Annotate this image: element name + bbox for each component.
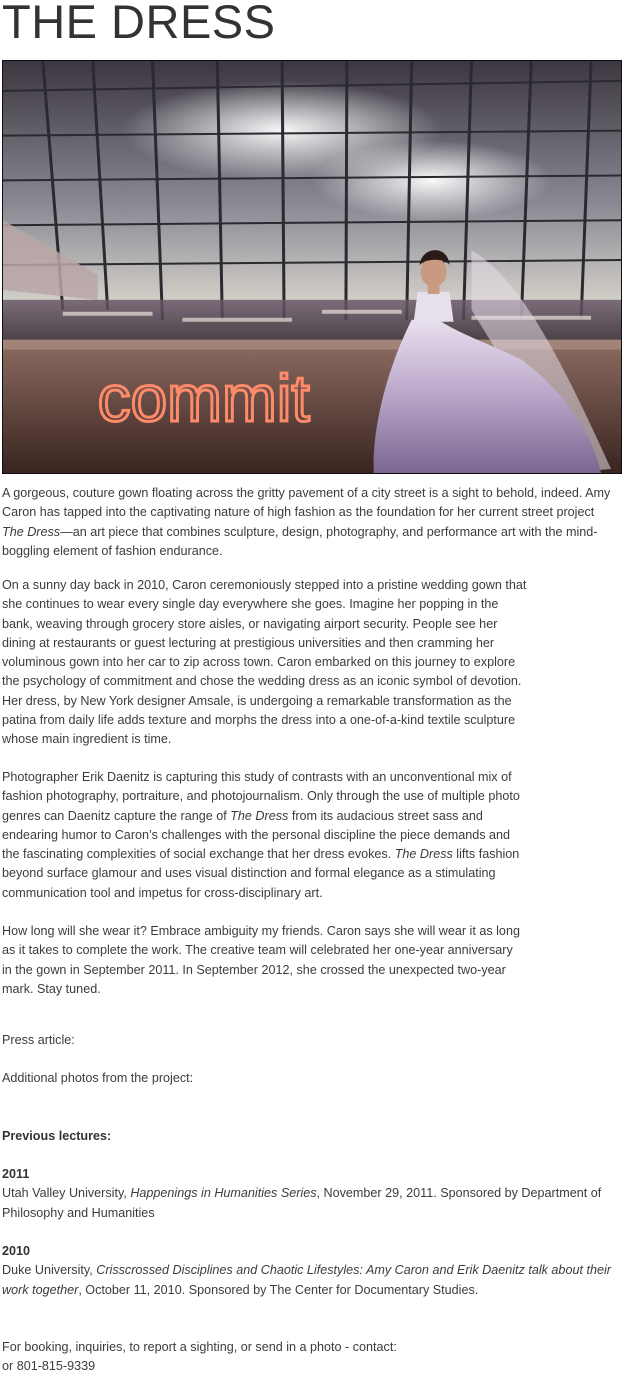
paragraph-commitment [2,576,618,750]
lecture-year: 2010 [2,1244,31,1258]
intro-text-1: A gorgeous, couture gown floating across the gritty pavement of a city street is a sight to behold, indeed. Amy Caron has tapped into the captivating nature of high fashion as the foundation for her current street project [2,486,611,520]
paragraph-line: endearing humor to Caron’s challenges with the personal discipline the piece demands and [2,827,511,842]
lecture-details: , October 11, 2010. Sponsored by The Center for Documentary Studies. [78,1282,479,1297]
bride-photo [2,60,622,474]
intro-text-2: —an art piece that combines sculpture, design, photography, and performance art with the mind-boggling element of fashion endurance. [2,524,598,558]
paragraph-line [2,845,618,864]
line-text: from its audacious street sass and [288,808,483,823]
photo-illustration [3,61,621,473]
paragraph-photographer [2,768,618,903]
lecture-details: , November 29, 2011. Sponsored by Department of Philosophy and Humanities [2,1186,602,1220]
paragraph-line: whose main ingredient is time. [2,732,172,747]
paragraph-duration [2,922,618,999]
lecture-title: Crisscrossed Disciplines and Chaotic Lifestyles: Amy Caron and Erik Daenitz talk about their work together [2,1263,611,1297]
paragraph-line: voluminous gown into her car to zip across town. Caron embarked on this journey to explore [2,655,516,670]
paragraph-line: fashion photography, portraiture, and photojournalism. Only through the use of multiple photo [2,789,520,804]
paragraph-line: the psychology of commitment and chose the wedding dress as an iconic symbol of devotion. [2,674,522,689]
paragraph-line: beyond surface glamour and uses visual distinction and formal elegance as a stimulating [2,866,496,881]
contact-line: For booking, inquiries, to report a sighting, or send in a photo - contact: [2,1340,397,1354]
lectures-heading: Previous lectures: [2,1129,112,1143]
intro-paragraph [2,484,618,561]
italic-title: The Dress [394,847,453,862]
lecture-entry [2,1165,618,1223]
line-text: lifts fashion [452,847,520,862]
paragraph-line: dining at restaurants or guest lecturing at prestigious universities and then cramming her [2,635,495,650]
paragraph-line: in the gown in September 2011. In September 2012, she crossed the unexpected two-year [2,962,506,977]
line-text: genres can Daenitz capture the range of [2,808,231,823]
additional-photos-label: Additional photos from the project: [2,1071,194,1085]
paragraph-line: patina from daily life adds texture and morphs the dress into a one-of-a-kind textile sculpture [2,713,516,728]
contact-block [2,1338,618,1377]
paragraph-line: Her dress, by New York designer Amsale, is undergoing a remarkable transformation as the [2,693,512,708]
paragraph-line [2,807,618,826]
page-title: THE DRESS [2,0,276,48]
italic-title: The Dress [230,808,289,823]
paragraph-line: mark. Stay tuned. [2,981,101,996]
commit-light-text: commit [97,361,310,436]
paragraph-line: How long will she wear it? Embrace ambiguity my friends. Caron says she will wear it as long [2,924,520,938]
intro-italic-title: The Dress [2,524,61,539]
lecture-entry [2,1242,618,1300]
line-text: the fascinating complexities of social exchange that her dress evokes. [2,847,395,862]
lecture-title: Happenings in Humanities Series [130,1186,317,1201]
contact-phone[interactable]: or 801-815-9339 [2,1359,96,1374]
paragraph-line: Photographer Erik Daenitz is capturing this study of contrasts with an unconventional mix of [2,770,512,784]
lecture-venue: Duke University, [2,1263,97,1278]
paragraph-line: On a sunny day back in 2010, Caron ceremoniously stepped into a pristine wedding gown that [2,578,527,592]
paragraph-line: as it takes to complete the work. The creative team will celebrated her one-year anniversary [2,943,513,958]
paragraph-line: communication tool and impetus for cross-disciplinary art. [2,885,323,900]
press-article-label: Press article: [2,1033,75,1047]
lecture-venue: Utah Valley University, [2,1186,131,1201]
paragraph-line: she continues to wear every single day everywhere she goes. Imagine her popping in the [2,597,499,612]
lecture-year: 2011 [2,1167,30,1181]
paragraph-line: bank, weaving through grocery store aisles, or navigating airport security. People see her [2,616,498,631]
